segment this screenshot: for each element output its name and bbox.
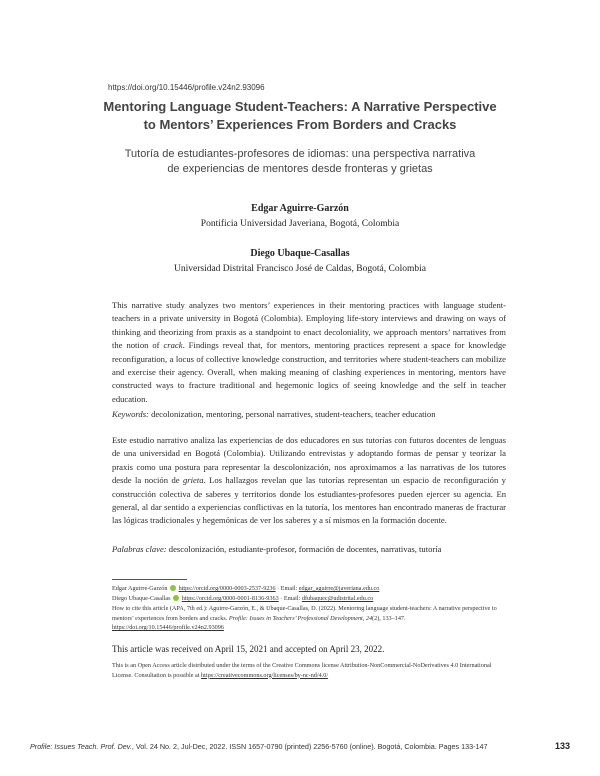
- author-2-name: Diego Ubaque-Casallas: [250, 248, 350, 259]
- keywords-es-label: Palabras clave:: [112, 544, 167, 554]
- page-footer: [30, 742, 575, 751]
- author-2-affiliation: Universidad Distrital Francisco José de Caldas, Bogotá, Colombia: [174, 264, 426, 274]
- keywords-en-label: Keywords:: [112, 409, 149, 419]
- received-accepted-note: This article was received on April 15, 2021 and accepted on April 23, 2022.: [112, 644, 385, 654]
- citation-journal: Profile: Issues in Teachers’ Professional Development, 24: [228, 614, 373, 622]
- keywords-english: [112, 409, 506, 419]
- footnote-author-2: [112, 594, 506, 604]
- footnote-author-1: [112, 584, 506, 594]
- title-line-1: Mentoring Language Student-Teachers: A Narrative Perspective: [103, 99, 497, 114]
- author-1-email-link[interactable]: edgar_aguirre@javeriana.edu.co: [298, 585, 380, 592]
- citation-note: [112, 604, 506, 633]
- page-number: 133: [554, 741, 570, 751]
- license-text: This is an Open Access article distributed under the terms of the Creative Commons license Attribution-NonCommercial-NoDerivatives 4.0 International License. Consultation is possible at: [112, 662, 492, 679]
- title-line-2: to Mentors’ Experiences From Borders and Cracks: [143, 117, 457, 132]
- subtitle-line-1: Tutoría de estudiantes-profesores de idiomas: una perspectiva narrativa: [124, 148, 476, 160]
- email-label: · Email:: [280, 595, 301, 602]
- subtitle-line-2: de experiencias de mentores desde fronteras y grietas: [167, 163, 433, 175]
- email-label: · Email:: [277, 585, 298, 592]
- abstract-spanish: [112, 434, 506, 528]
- citation-text: How to cite this article (APA, 7th ed.): Aguirre-Garzón, E., & Ubaque-Casallas, D. (2022). Mentoring language student-teachers: A narrative perspective to mentors’ experiences from borders and cracks.: [112, 605, 497, 622]
- doi-link[interactable]: https://doi.org/10.15446/profile.v24n2.93096: [108, 83, 265, 92]
- keywords-en-text: decolonization, mentoring, personal narratives, student-teachers, teacher education: [148, 409, 436, 419]
- citation-doi-link[interactable]: https://doi.org/10.15446/profile.v24n2.93096: [112, 624, 224, 632]
- author-2-email-link[interactable]: dfubaquec@udistrital.edu.co: [301, 595, 374, 602]
- footnote-divider: [112, 579, 187, 580]
- footnote-author-1-name: Edgar Aguirre-Garzón: [112, 585, 168, 592]
- orcid-icon: [173, 595, 179, 601]
- author-1-orcid-link[interactable]: https://orcid.org/0000-0003-2537-9236: [178, 585, 276, 592]
- keywords-spanish: [112, 544, 506, 554]
- abstract-en-text-2: . Findings reveal that, for mentors, mentoring practices represent a space for knowledge reconfiguration, a locus of collective knowledge construction, and territories where student-teachers can mobilize and exercise their agency. Overall, when making meaning of clashing experiences in mentoring, mentors have constructed ways to fracture traditional and hegemonic logics of seeing knowledge and the self in teacher education.: [112, 340, 506, 404]
- footnote-author-2-name: Diego Ubaque-Casallas: [112, 595, 171, 602]
- article-subtitle-spanish: [80, 147, 520, 177]
- article-title: [60, 98, 540, 134]
- author-1-name: Edgar Aguirre-Garzón: [251, 203, 349, 214]
- abstract-en-emphasis: crack: [163, 340, 183, 351]
- license-note: [112, 661, 506, 680]
- abstract-es-text: Este estudio narrativo analiza las experiencias de dos educadores en sus tutorías con futuros docentes de lenguas de una universidad en Bogotá (Colombia). Utilizando entrevistas y adoptando formas de pensar y teorizar la praxis como una postura para representar la descolonización, nos aproximamos a las narrativas de los tutores desde la noción de: [112, 435, 506, 486]
- abstract-english: [112, 299, 506, 406]
- footer-journal: Profile: Issues Teach. Prof. Dev.: [30, 742, 132, 751]
- abstract-es-text-2: . Los hallazgos revelan que las tutorías representan un espacio de reconfiguración y construcción colectiva de saberes y territorios donde los estudiantes-profesores pueden ejercer su agencia. En general, al dar sentido a experiencias conflictivas en la tutoría, los mentores han encontrado maneras de fracturar las lógicas tradicionales y hegemónicas de ver los saberes y a sí mismos en la formación docente.: [112, 475, 506, 526]
- abstract-en-text: This narrative study analyzes two mentors’ experiences in their mentoring practices with language student-teachers in a private university in Bogotá (Colombia). Employing life-story interviews and drawing on ways of thinking and theorizing from praxis as a standpoint to enact decoloniality, we approach mentors’ narratives from the notion of: [112, 300, 506, 351]
- abstract-es-emphasis: grieta: [183, 475, 204, 486]
- orcid-icon: [170, 585, 176, 591]
- license-link[interactable]: https://creativecommons.org/licenses/by-nc-nd/4.0/: [201, 671, 329, 679]
- author-2-orcid-link[interactable]: https://orcid.org/0000-0001-8136-9363: [181, 595, 279, 602]
- author-1-affiliation: Pontificia Universidad Javeriana, Bogotá, Colombia: [200, 219, 400, 229]
- keywords-es-text: descolonización, estudiante-profesor, formación de docentes, narrativas, tutoría: [166, 544, 442, 554]
- footer-text: , Vol. 24 No. 2, Jul-Dec, 2022. ISSN 1657-0790 (printed) 2256-5760 (online). Bogotá, Colombia. Pages 133-147: [131, 742, 488, 751]
- citation-issue: (2), 133–147.: [372, 614, 406, 622]
